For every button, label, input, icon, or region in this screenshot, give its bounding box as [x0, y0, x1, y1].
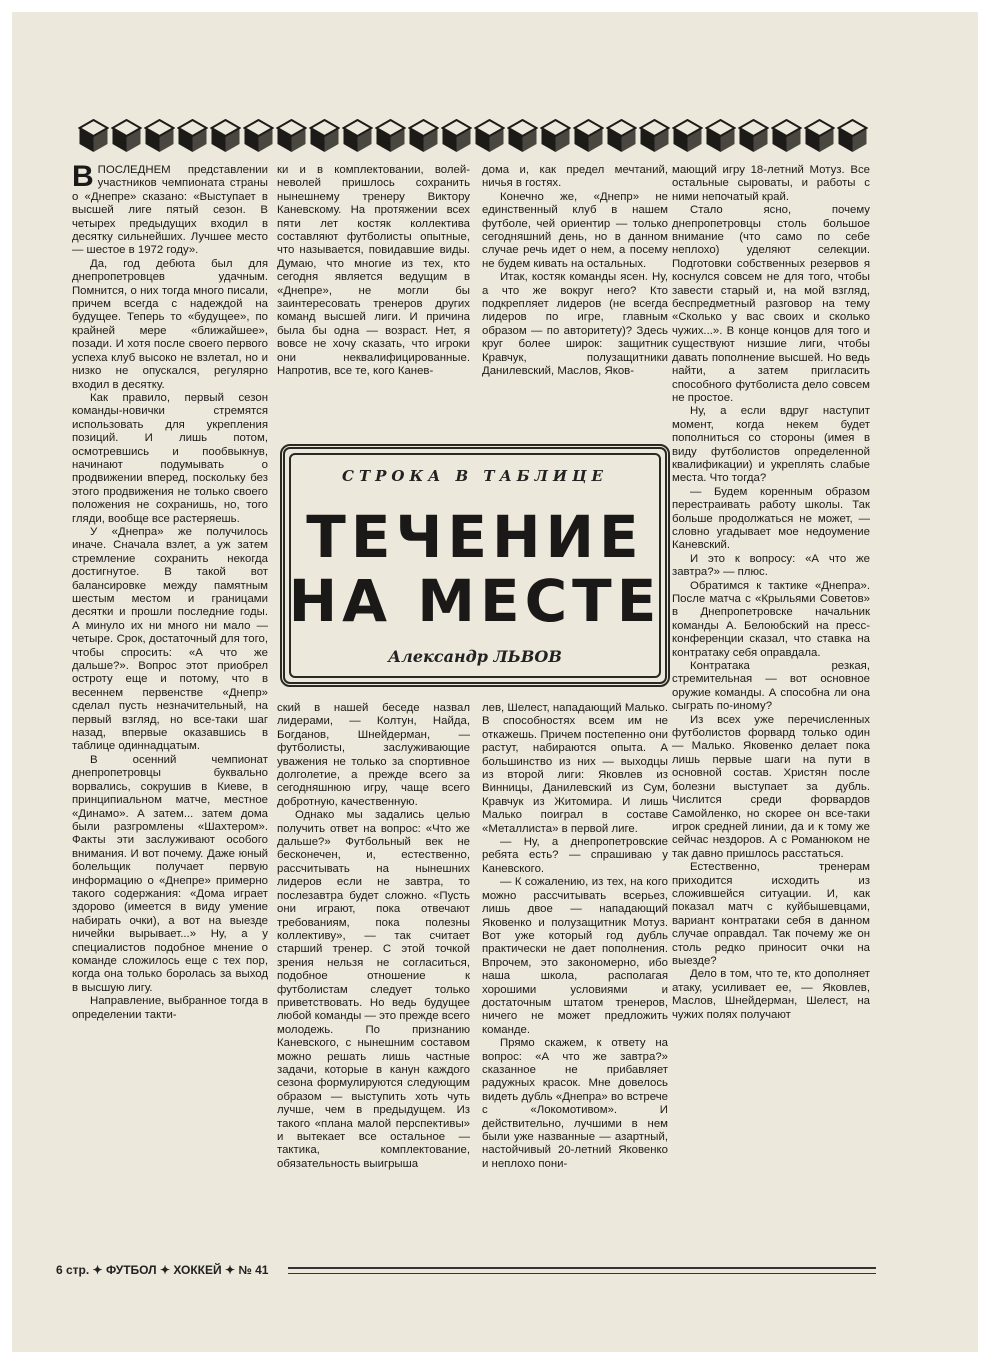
page-footer [56, 1260, 876, 1280]
article-paragraph: лев, Шелест, нападающий Малько. В способностях всем им не откажешь. Причем постепенно они растут, набираются опыта. А большинство из них — выходцы из второй лиги: Яковлев из Винницы, Данилевский из Сум, Кравчук из Житомира. И лишь Малько поиграл в составе «Металлиста» в первой лиге. [482, 702, 668, 835]
article-paragraph: Из всех уже перечисленных футболистов форвард только один — Малько. Яковенко делает пока лишь первые шаги на пути в основной состав. Христян после болезни выступает за дубль. Числится среди форвардов Самойленко, но скорее он все-таки игрок средней линии, да и к тому же сейчас нездоров. А с Романюком не так давно пришлось расстаться. [672, 713, 870, 860]
article-paragraph: В ПОСЛЕДНЕМ представлении участников чемпионата страны о «Днепре» сказано: «Выступает в высшей лиге пятый сезон. В четырех предыдущих входил в десятку сильнейших. Лучшее место — шестое в 1972 году». [72, 160, 268, 257]
article-paragraph: — Ну, а днепропетровские ребята есть? — спрашиваю у Каневского. [482, 836, 668, 875]
cube-ornament-icon [738, 119, 769, 153]
article-paragraph: — К сожалению, из тех, на кого можно рассчитывать всерьез, лишь двое — нападающий Яковенко и полузащитник Мотуз. Вот уже который год дубль практически не дает пополнения. Впрочем, это закономерно, ибо наша школа, располагая хорошими условиями и достаточным штатом тренеров, ничего не может предложить команде. [482, 876, 668, 1036]
cube-ornament-icon [441, 119, 472, 153]
author-byline: Александр ЛЬВОВ [388, 647, 562, 666]
article-column-3-bottom [482, 702, 668, 1171]
cube-ornament-icon [309, 119, 340, 153]
cube-ornament-icon [408, 119, 439, 153]
article-paragraph: Однако мы задались целью получить ответ на вопрос: «Что же дальше?» Футбольный век не бесконечен, и, естественно, рассчитывать на нынешних лидеров если не завтра, то послезавтра будет сложно. «Пусть они играют, пока отвечают требованиям, пока полезны коллективу», — так считает старший тренер. С этой точкой зрения нельзя не согласиться, подобное отношение к футболистам следует только приветствовать. Но ведь будущее любой команды — это прежде всего молодежь. По признанию Каневского, с нынешним составом можно решать лишь частные задачи, которые в канун каждого сезона формулируются следующим образом — выступить хоть чуть лучше, чем в предыдущем. Из такого «плана малой перспективы» и вытекает все остальное — тактика, комплектование, обязательность выигрыша [277, 809, 470, 1170]
article-paragraph: В осенний чемпионат днепропетровцы буквально ворвались, сокрушив в Киеве, в принципиальном матче, местное «Динамо». А затем... затем дома были разгромлены «Шахтером». Факты эти заслуживают особого внимания. И вот почему. Даже юный болельщик получает первую информацию о «Днепре» примерно такого содержания: «Дома играет здорово (имеется в виду умение набирать очки), а вот на выезде ничейки вырывает...» Ну, а у специалистов подобное мнение о команде сложилось еще с тех пор, когда она только боролась за выход в высшую лигу. [72, 753, 268, 994]
article-paragraph: Итак, костяк команды ясен. Ну, а что же вокруг него? Кто подкрепляет лидеров (не всегда лидеров по игре, главным образом — по авторитету)? Здесь круг более широк: защитник Кравчук, полузащитники Данилевский, Маслов, Яков- [482, 271, 668, 378]
article-paragraph: Контратака резкая, стремительная — вот основное оружие команды. А способна ли она сыграть по-иному? [672, 660, 870, 713]
headline-line-1: ТЕЧЕНИЕ [306, 503, 644, 571]
article-paragraph: Конечно же, «Днепр» не единственный клуб в нашем футболе, чей ориентир — только сегодняшний день, но в данном случае речь идет о нем, а посему не будем кивать на остальных. [482, 190, 668, 270]
cube-ornament-icon [771, 119, 802, 153]
cube-ornament-icon [210, 119, 241, 153]
cube-ornament-icon [705, 119, 736, 153]
article-paragraph: ский в нашей беседе назвал лидерами, — Колтун, Найда, Богданов, Шнейдерман, — футболисты, заслуживающие уважения не только за спортивное долголетие, а прежде всего за сегодняшнюю игру, чаще всего добротную, качественную. [277, 702, 470, 808]
rubric-label: СТРОКА В ТАБЛИЦЕ [342, 467, 608, 485]
cube-ornament-icon [540, 119, 571, 153]
cube-ornament-icon [111, 119, 142, 153]
article-paragraph: Да, год дебюта был для днепропетровцев удачным. Помнится, о них тогда много писали, причем всегда с надеждой на будущее. Теперь то «будущее», по крайней мере «ближайшее», позади. И хотя после своего первого успеха клуб высоко не взлетал, но и низко не опускался, регулярно входил в десятку. [72, 257, 268, 391]
article-paragraph: Стало ясно, почему днепропетровцы столь большое внимание (что само по себе неплохо) уделяют селекции. Подготовки собственных резервов я коснулся совсем не для того, чтобы завести старый и, на мой взгляд, беспредметный разговор на тему «Сколько у вас своих и сколько чужих...». В конце концов для того и существуют низшие лиги, чтобы давать пополнение высшей. Но ведь найти, а затем пригласить способного футболиста дело совсем не простое. [672, 204, 870, 404]
cube-ornament-icon [276, 119, 307, 153]
cube-ornament-icon [639, 119, 670, 153]
cube-ornament-icon [78, 119, 109, 153]
article-paragraph: мающий игру 18-летний Мотуз. Все остальные сыроваты, и работы с ними непочатый край. [672, 164, 870, 203]
decorative-cube-border [78, 117, 868, 155]
cube-ornament-icon [243, 119, 274, 153]
article-paragraph: Прямо скажем, к ответу на вопрос: «А что же завтра?» сказанное не прибавляет радужных красок. Мне довелось видеть дубль «Днепра» во встрече с «Локомотивом». И действительно, лучшими в нем были уже названные — азартный, настойчивый 20-летний Яковенко и неплохо пони- [482, 1037, 668, 1170]
article-headline [285, 505, 665, 633]
article-paragraph: дома и, как предел мечтаний, ничья в гостях. [482, 164, 668, 190]
headline-line-2: НА МЕСТЕ [288, 567, 662, 635]
article-paragraph: У «Днепра» же получилось иначе. Сначала взлет, а уж затем стремление сохранить некогда достигнутое. В такой вот балансировке между памятным шестым местом и границами десятки и прошли последние годы. А минуло их ни много ни мало — четыре. Срок, достаточный для того, чтобы спросить: «А что же дальше?». Вопрос этот приобрел остроту еще и потому, что в весеннем первенстве «Днепр» сделал пусть незначительный, на первый взгляд, но все-таки шаг назад, впервые оказавшись в таблице одиннадцатым. [72, 525, 268, 753]
headline-box [280, 444, 670, 687]
cube-ornament-icon [804, 119, 835, 153]
article-paragraph: Как правило, первый сезон команды-новички стремятся использовать для укрепления позиций. И лишь потом, осмотревшись и пообвыкнув, начинают подумывать о продвижении вперед, поскольку без этого продвижения не только своего положения не сохранишь, но, того гляди, вообще все растеряешь. [72, 391, 268, 525]
article-column-2-top [277, 164, 470, 379]
article-paragraph: Естественно, тренерам приходится исходить из сложившейся ситуации. И, как показал матч с куйбышевцами, вариант контратаки себя в данном случае оправдал. Так почему же он столь редко приносит очки на выезде? [672, 861, 870, 967]
cube-ornament-icon [375, 119, 406, 153]
cube-ornament-icon [144, 119, 175, 153]
cube-ornament-icon [507, 119, 538, 153]
article-paragraph: Направление, выбранное тогда в определении такти- [72, 995, 268, 1021]
magazine-page [12, 12, 978, 1352]
article-column-2-bottom [277, 702, 470, 1171]
drop-cap: В [72, 160, 94, 193]
footer-rule [288, 1267, 876, 1274]
cube-ornament-icon [837, 119, 868, 153]
cube-ornament-icon [474, 119, 505, 153]
article-paragraph: И это к вопросу: «А что же завтра?» — плюс. [672, 552, 870, 579]
article-paragraph: — Будем коренным образом перестраивать работу школы. Так больше продолжаться не может, — словно угадывает мое недоумение Каневский. [672, 485, 870, 552]
cube-ornament-icon [573, 119, 604, 153]
article-column-3-top [482, 164, 668, 379]
article-paragraph: Дело в том, что те, кто дополняет атаку, усиливает ее, — Яковлев, Маслов, Шнейдерман, Шелест, на чужих полях получают [672, 968, 870, 1021]
article-paragraph: Ну, а если вдруг наступит момент, когда некем будет пополниться со стороны (имея в виду футболистов определенной квалификации) и укреплять слабые места. Что тогда? [672, 405, 870, 485]
article-column-1 [72, 160, 268, 1022]
article-column-4 [672, 164, 870, 1022]
cube-ornament-icon [672, 119, 703, 153]
article-paragraph: Обратимся к тактике «Днепра». После матча с «Крыльями Советов» в Днепропетровске начальник команды А. Белоюбский на пресс-конференции сказал, что ставка на контратаку себя оправдала. [672, 579, 870, 659]
footer-label: 6 стр. ✦ ФУТБОЛ ✦ ХОККЕЙ ✦ № 41 [56, 1263, 269, 1277]
cube-ornament-icon [177, 119, 208, 153]
cube-ornament-icon [342, 119, 373, 153]
cube-ornament-icon [606, 119, 637, 153]
article-paragraph: ки и в комплектовании, волей-неволей пришлось сохранить нынешнему тренеру Виктору Каневскому. На протяжении всех пяти лет костяк коллектива составляют футболисты опытные, что называется, повидавшие виды. Думаю, что многие из тех, кто сегодня является ведущим в «Днепре», не могли бы заинтересовать тренеров других команд высшей лиги. И причина была бы одна — возраст. Нет, я вовсе не хочу сказать, что игроки они неквалифицированные. Напротив, все те, кого Канев- [277, 164, 470, 378]
